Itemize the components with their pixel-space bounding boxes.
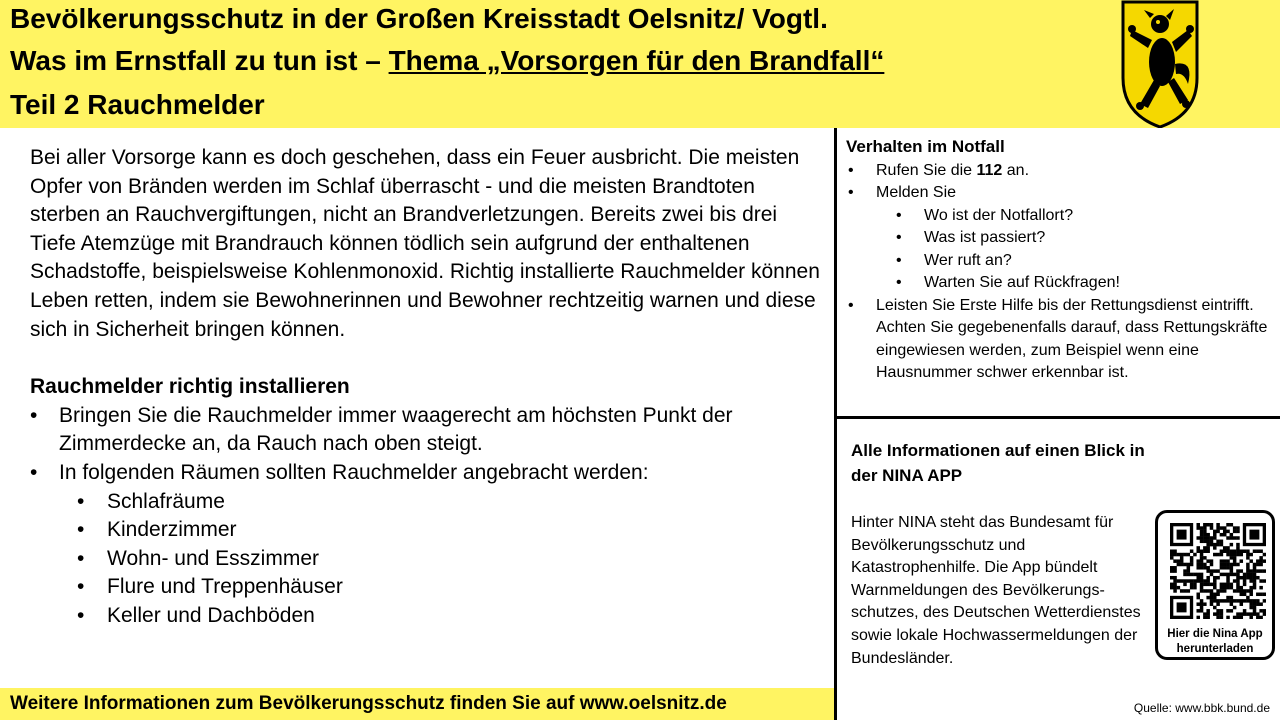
- call-suffix: an.: [1002, 161, 1030, 179]
- install-list: [30, 402, 820, 631]
- header-banner: [0, 0, 1280, 128]
- footer-banner: [0, 688, 834, 720]
- source-note: Quelle: www.bbk.bund.de: [1133, 701, 1270, 715]
- question-item: • Was ist passiert?: [876, 227, 1276, 250]
- emergency-list: [846, 160, 1276, 385]
- report-label: Melden Sie: [876, 184, 957, 201]
- install-tip-rooms: In folgenden Räumen sollten Rauchmelder angebracht werden:: [59, 460, 649, 484]
- qr-download-box[interactable]: [1155, 510, 1275, 660]
- emergency-title: Verhalten im Notfall: [846, 137, 1005, 156]
- header-part-title: Teil 2 Rauchmelder: [10, 89, 265, 120]
- room-item: • Keller und Dachböden: [59, 602, 820, 631]
- emergency-number: 112: [976, 161, 1003, 179]
- header-subtitle: [10, 44, 884, 78]
- horizontal-divider: [837, 416, 1280, 419]
- room-item: • Flure und Treppenhäuser: [59, 573, 820, 602]
- emergency-panel: [846, 136, 1276, 385]
- room-item: • Wohn- und Esszimmer: [59, 545, 820, 574]
- list-item: [846, 160, 1276, 183]
- header-subtitle-prefix: Was im Ernstfall zu tun ist –: [10, 45, 389, 76]
- qr-code-icon[interactable]: [1170, 523, 1266, 619]
- rooms-list: [59, 488, 820, 631]
- call-prefix: Rufen Sie die: [876, 161, 977, 179]
- qr-label: Hier die Nina App herunterladen: [1167, 628, 1263, 655]
- list-item: [30, 459, 820, 631]
- list-item: [846, 182, 1276, 295]
- install-heading: Rauchmelder richtig installieren: [30, 375, 350, 399]
- question-item: • Wo ist der Notfallort?: [876, 205, 1276, 228]
- questions-list: [876, 205, 1276, 295]
- nina-description: Hinter NINA steht das Bundesamt für Bevölkerungsschutz und Katastrophenhilfe. Die App bündelt Warnmeldungen des Bevölkerungs-schutzes, des Deutschen Wetterdienstes sowie lokale Hochwassermeldungen der Bundesländer.: [851, 514, 1141, 667]
- footer-text: Weitere Informationen zum Bevölkerungsschutz finden Sie auf www.oelsnitz.de: [10, 693, 727, 714]
- coat-of-arms-icon: [1120, 0, 1200, 128]
- question-item: • Wer ruft an?: [876, 250, 1276, 273]
- room-item: • Schlafräume: [59, 488, 820, 517]
- list-item: [30, 402, 820, 459]
- room-item: • Kinderzimmer: [59, 516, 820, 545]
- header-topic: Thema „Vorsorgen für den Brandfall“: [388, 45, 885, 76]
- list-item: [846, 295, 1276, 385]
- install-tip-mounting: Bringen Sie die Rauchmelder immer waagerecht am höchsten Punkt der Zimmerdecke an, da Rauch nach oben steigt.: [59, 403, 733, 456]
- intro-paragraph: Bei aller Vorsorge kann es doch geschehen, dass ein Feuer ausbricht. Die meisten Opfer von Bränden werden im Schlaf überrascht - und die meisten Brandtoten sterben an Rauchvergiftungen, nicht an Brandverletzungen. Bereits zwei bis drei Tiefe Atemzüge mit Brandrauch können tödlich sein aufgrund der enthaltenen Schadstoffe, beispielsweise Kohlenmonoxid. Richtig installierte Rauchmelder können Leben retten, indem sie Bewohnerinnen und Bewohner rechtzeitig warnen und diese sich in Sicherheit bringen können.: [30, 146, 820, 341]
- vertical-divider: [834, 128, 837, 720]
- header-title: Bevölkerungsschutz in der Großen Kreisstadt Oelsnitz/ Vogtl.: [10, 3, 828, 34]
- question-item: • Warten Sie auf Rückfragen!: [876, 272, 1276, 295]
- first-aid-text: Leisten Sie Erste Hilfe bis der Rettungsdienst eintrifft. Achten Sie gegebenenfalls darauf, dass Rettungskräfte eingewiesen werden, zum Beispiel wenn eine Hausnummer schwer erkennbar ist.: [876, 296, 1268, 381]
- main-content: [30, 144, 820, 631]
- nina-title: Alle Informationen auf einen Blick in der NINA APP: [851, 441, 1145, 485]
